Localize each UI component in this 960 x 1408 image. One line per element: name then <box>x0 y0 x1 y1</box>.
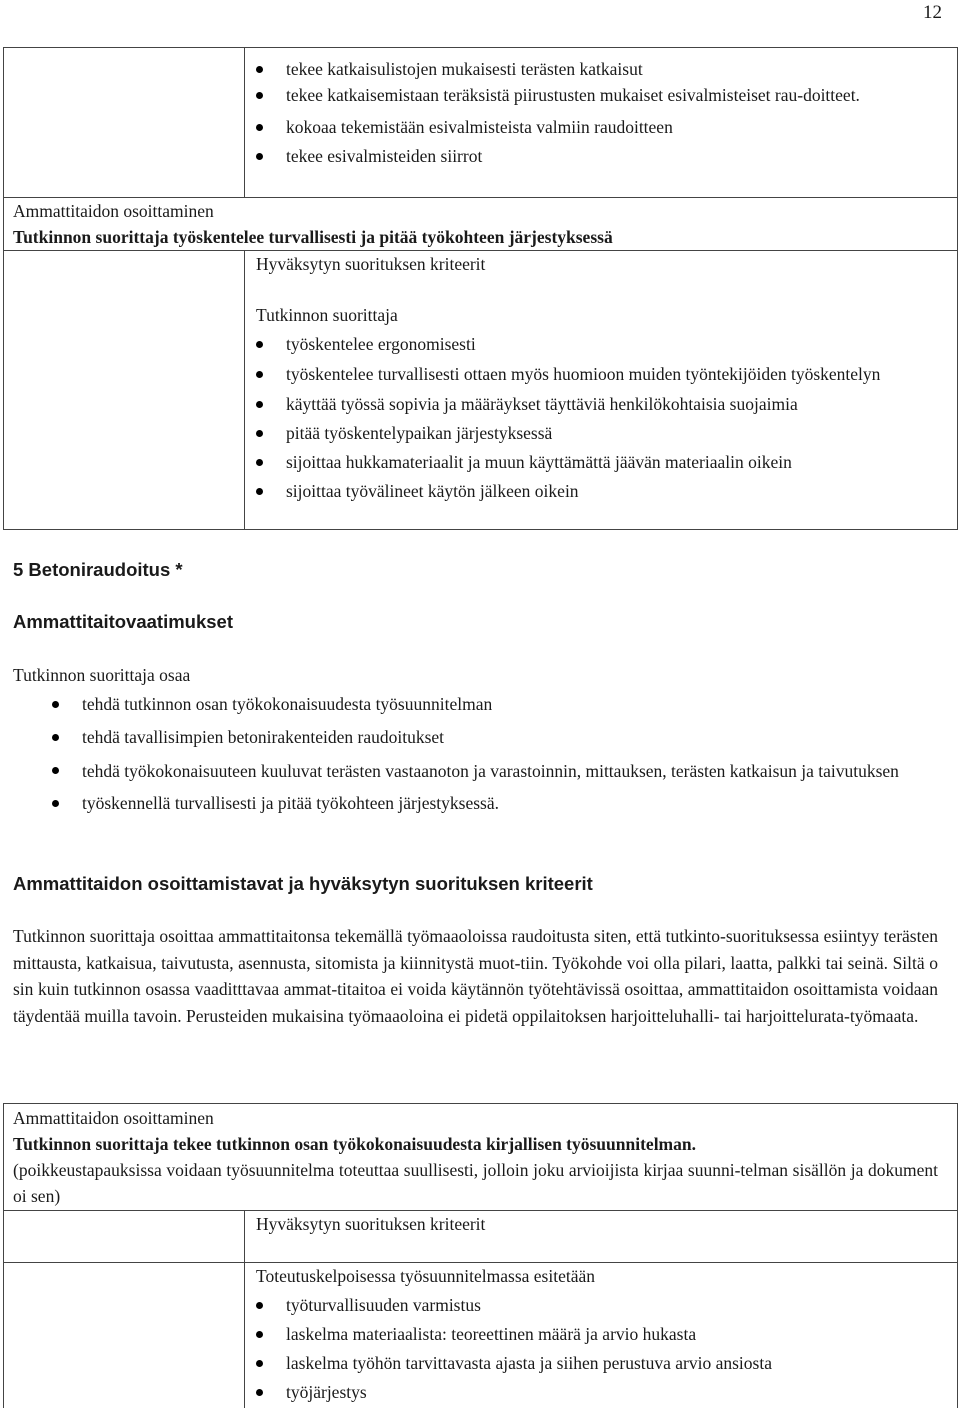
list-item: tehdä tavallisimpien betonirakenteiden raudoitukset <box>52 724 912 750</box>
criteria-header: Hyväksytyn suorituksen kriteerit <box>256 1214 486 1234</box>
list-item: laskelma materiaalista: teoreettinen määrä ja arvio hukasta <box>256 1321 936 1347</box>
list-item: työskentelee ergonomisesti <box>256 331 936 357</box>
methods-paragraph: Tutkinnon suorittaja osoittaa ammattitaitonsa tekemällä työmaaoloissa raudoitusta siten, että tutkinto-suorituksessa esiintyy terästen mittausta, katkaisua, taivutusta, asennusta, sitomista ja kiinnitystä muot-tiin. Työkohde voi olla pilari, laatta, palkki tai seinä. Siltä osin kuin tutkinnon osassa vaaditttavaa ammat-titaitoa ei voida käytännön työtehtävissä osoittaa, ammattitaidon osoittamista voidaan täydentää muilla tavoin. Perusteiden mukaisina työmaaoloina ei pidetä oppilaitoksen harjoitteluhalli- tai harjoittelurata-työmaata. <box>13 926 938 1026</box>
methods-heading: Ammattitaidon osoittamistavat ja hyväksytyn suorituksen kriteerit <box>13 873 593 894</box>
demonstration-label: Ammattitaidon osoittaminen <box>13 1108 214 1128</box>
top-table-divider-upper <box>244 47 245 197</box>
requirements-list <box>52 691 912 816</box>
list-item: tekee esivalmisteiden siirrot <box>256 143 936 169</box>
list-item: sijoittaa työvälineet käytön jälkeen oikein <box>256 478 936 504</box>
list-item: työturvallisuuden varmistus <box>256 1292 936 1318</box>
continued-bullet-list <box>256 56 936 169</box>
demonstration-task: Tutkinnon suorittaja tekee tutkinnon osan työkokonaisuudesta kirjallisen työsuunnitelman. <box>13 1134 696 1154</box>
list-item: työskentelee turvallisesti ottaen myös huomioon muiden työntekijöiden työskentelyn <box>256 361 936 387</box>
criteria-header: Hyväksytyn suorituksen kriteerit <box>256 254 486 274</box>
demonstration-note: (poikkeustapauksissa voidaan työsuunnitelma toteuttaa suullisesti, jolloin joku arvioijista kirjaa suunni-telman sisällön ja dokumentoi sen) <box>13 1160 938 1206</box>
requirements-heading: Ammattitaitovaatimukset <box>13 611 234 632</box>
list-item: työskennellä turvallisesti ja pitää työkohteen järjestyksessä. <box>52 790 912 816</box>
requirements-intro: Tutkinnon suorittaja osaa <box>13 665 191 685</box>
criteria-bullet-list <box>256 1292 936 1405</box>
list-item: tehdä tutkinnon osan työkokonaisuudesta työsuunnitelman <box>52 691 912 717</box>
list-item: tehdä työkokonaisuuteen kuuluvat terästen vastaanoton ja varastoinnin, mittauksen, terästen katkaisun ja taivutuksen <box>52 757 902 786</box>
list-item: sijoittaa hukkamateriaalit ja muun käyttämättä jäävän materiaalin oikein <box>256 449 936 475</box>
section-title: 5 Betoniraudoitus * <box>13 559 183 580</box>
criteria-intro: Tutkinnon suorittaja <box>256 305 398 325</box>
list-item: kokoaa tekemistään esivalmisteista valmiin raudoitteen <box>256 114 936 140</box>
criteria-intro: Toteutuskelpoisessa työsuunnitelmassa esitetään <box>256 1266 595 1286</box>
criteria-bullet-list <box>256 331 936 504</box>
list-item-text: tekee katkaisemistaan teräksistä piirustusten mukaiset esivalmisteiset rau-doitteet. <box>286 85 860 105</box>
list-item: käyttää työssä sopivia ja määräykset täyttäviä henkilökohtaisia suojaimia <box>256 391 936 417</box>
page-number: 12 <box>923 2 942 23</box>
demonstration-task: Tutkinnon suorittaja työskentelee turvallisesti ja pitää työkohteen järjestyksessä <box>13 227 613 247</box>
top-table-divider-lower <box>244 250 245 530</box>
list-item: työjärjestys <box>256 1379 936 1405</box>
list-item: tekee katkaisulistojen mukaisesti terästen katkaisut <box>256 56 936 82</box>
bottom-table-divider <box>244 1210 245 1408</box>
list-item: pitää työskentelypaikan järjestyksessä <box>256 420 936 446</box>
list-item <box>256 82 936 108</box>
demonstration-label: Ammattitaidon osoittaminen <box>13 201 214 221</box>
list-item: laskelma työhön tarvittavasta ajasta ja siihen perustuva arvio ansiosta <box>256 1350 936 1376</box>
